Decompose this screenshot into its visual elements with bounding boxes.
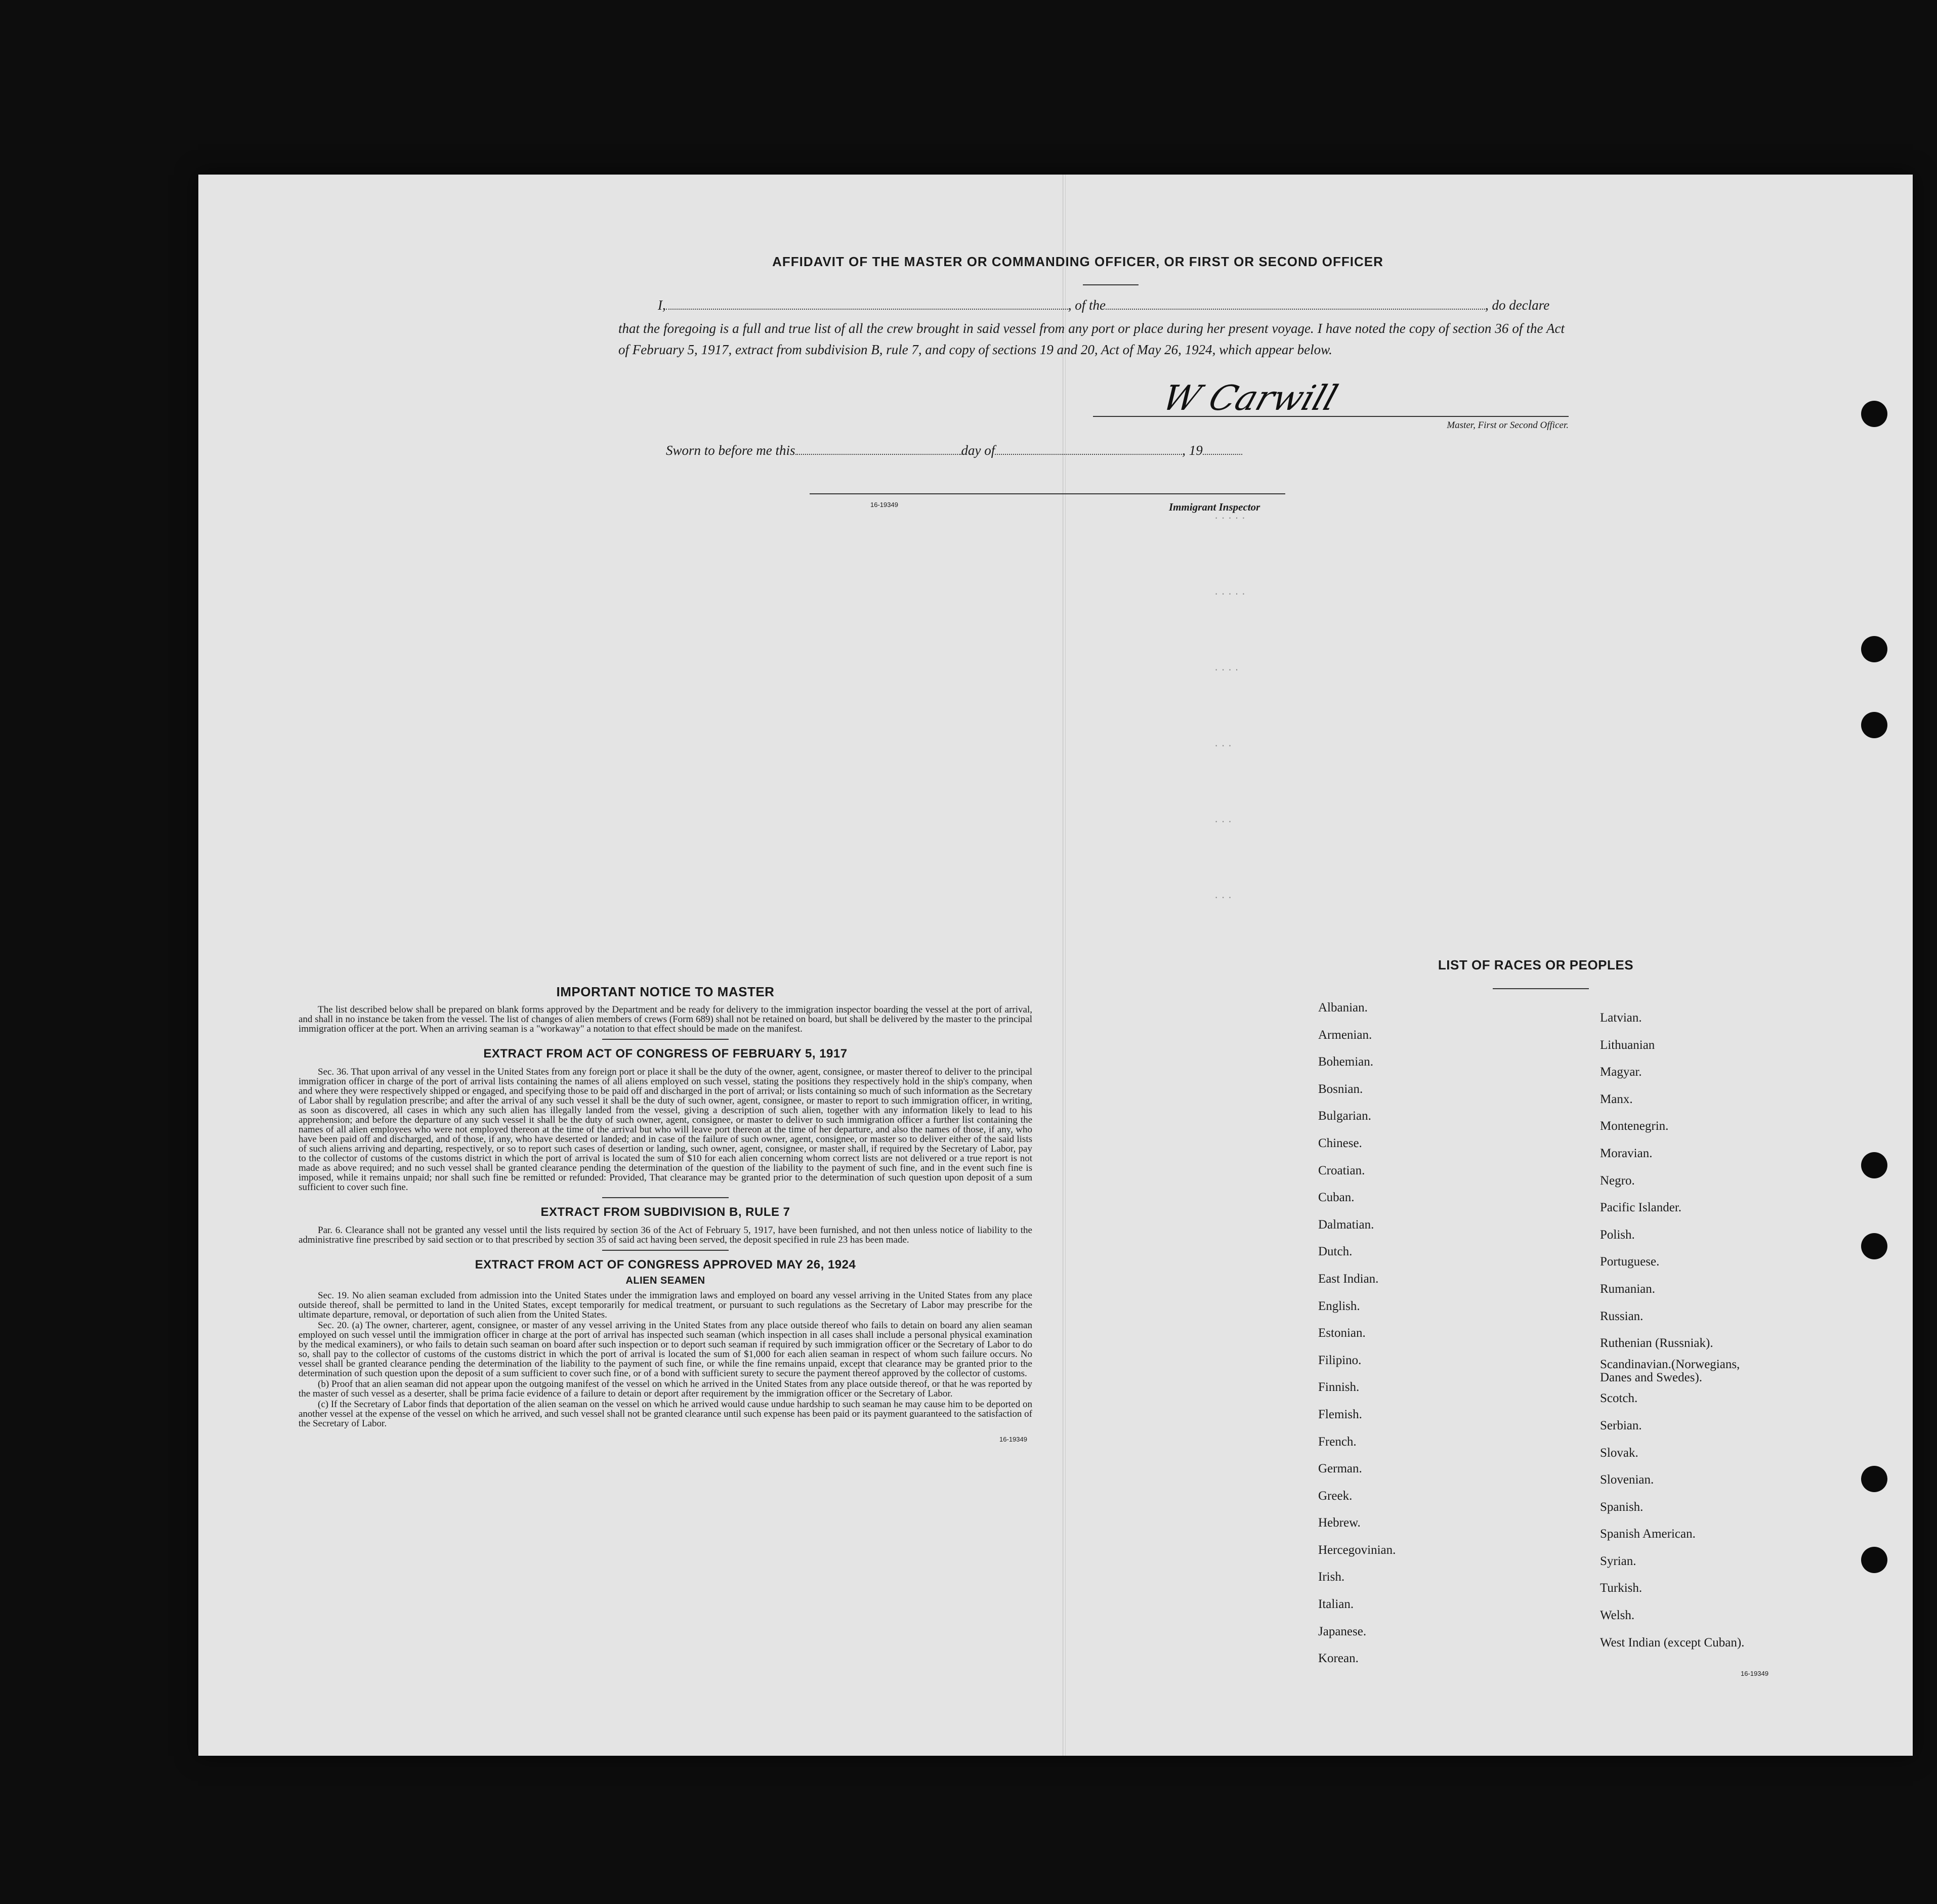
declaration-line <box>658 298 1569 313</box>
legal-form-number: 16-19349 <box>999 1435 1027 1443</box>
race-item: Latvian. <box>1600 1011 1642 1025</box>
race-item: East Indian. <box>1318 1272 1379 1286</box>
race-item: Bulgarian. <box>1318 1109 1371 1123</box>
race-item: Greek. <box>1318 1489 1353 1503</box>
race-item: Croatian. <box>1318 1163 1365 1177</box>
race-item: West Indian (except Cuban). <box>1600 1635 1745 1649</box>
section-rule <box>602 1250 729 1251</box>
race-item: Russian. <box>1600 1309 1644 1323</box>
inspector-line <box>810 493 1285 494</box>
affidavit-form-number: 16-19349 <box>870 501 898 509</box>
affidavit-title: AFFIDAVIT OF THE MASTER OR COMMANDING OFFICER, OR FIRST OR SECOND OFFICER <box>772 254 1383 269</box>
notice-paragraph: The list described below shall be prepared on blank forms approved by the Department and be ready for delivery to the immigration inspector boarding the vessel at the port of arrival, and shall in no instance be taken from the vessel. The list of changes of alien members of crews (Form 689) shall not be retained on board, but shall be delivered by the master to the principal immigration officer at the port. When an arriving seaman is a "workaway" a notation to that effect should be made on the manifest. <box>299 1004 1032 1034</box>
signature: W Carwill <box>1157 378 1342 418</box>
race-item: Bohemian. <box>1318 1055 1374 1069</box>
day-blank <box>795 454 961 455</box>
race-item: Rumanian. <box>1600 1282 1656 1296</box>
race-item: Albanian. <box>1318 1001 1368 1014</box>
bleed-through-marks: · · · <box>1214 815 1232 827</box>
bleed-through-marks: · · · · · <box>1214 511 1246 524</box>
race-item: Scotch. <box>1600 1391 1638 1406</box>
legal-column <box>299 984 1032 1443</box>
punch-hole <box>1861 401 1887 427</box>
rule-7-text <box>299 1225 1032 1245</box>
race-item: Spanish. <box>1600 1500 1644 1514</box>
race-item: Armenian. <box>1318 1028 1372 1042</box>
sworn-label: Sworn to before me this <box>666 443 795 458</box>
section-rule <box>602 1197 729 1198</box>
bleed-through-marks: · · · · · <box>1214 587 1246 600</box>
act-1917-text <box>299 1067 1032 1192</box>
i-label: I, <box>658 298 666 313</box>
sworn-line <box>666 443 1324 458</box>
year-label: , 19 <box>1182 443 1203 458</box>
race-item: Pacific Islander. <box>1600 1201 1682 1215</box>
bleed-through-marks: · · · <box>1214 739 1232 751</box>
race-item: Lithuanian <box>1600 1038 1655 1052</box>
title-rule <box>1083 284 1139 285</box>
race-item: Magyar. <box>1600 1065 1642 1079</box>
race-item: Bosnian. <box>1318 1082 1363 1096</box>
bleed-through-marks: · · · <box>1214 891 1232 903</box>
vessel-blank <box>1106 309 1485 310</box>
race-item: Negro. <box>1600 1173 1635 1188</box>
signature-caption: Master, First or Second Officer. <box>1447 420 1569 431</box>
of-the-label: , of the <box>1068 298 1106 313</box>
race-item: Filipino. <box>1318 1353 1362 1367</box>
race-item: Manx. <box>1600 1092 1633 1106</box>
punch-hole <box>1861 1547 1887 1573</box>
month-blank <box>995 454 1182 455</box>
race-item: Italian. <box>1318 1597 1354 1612</box>
punch-hole <box>1861 636 1887 662</box>
sec-36-paragraph: Sec. 36. That upon arrival of any vessel in the United States from any foreign port or place it shall be the duty of the owner, agent, consignee, or master thereof to deliver to the principal immigration officer in charge of the port of arrival lists containing the names of all aliens employed on such vessel, stating the positions they respectively hold in the ship's company, when and where they were respectively shipped or engaged, and specifying those to be paid off and discharged in the port of arrival; or lists containing so much of such information as the Secretary of Labor shall by regulation prescribe; and after the arrival of any such vessel it shall be the duty of such owner, agent, consignee, or master to report to such immigration officer, in writing, as soon as discovered, all cases in which any such alien has illegally landed from the vessel, giving a description of such alien, together with any information likely to lead to his apprehension; and before the departure of any such vessel it shall be the duty of such owner, agent, consignee, or master to deliver to such immigration officer a further list containing the names of all alien employees who were not employed thereon at the time of the arrival but who will leave port thereon at the time of her departure, and also the names of those, if any, who have been paid off and discharged, and of those, if any, who have deserted or landed; and in case of the failure of such owner, agent, consignee, or master so to deliver either of the said lists of such aliens arriving and departing, respectively, or so to report such cases of desertion or landing, such owner, agent, consignee, or master shall, if required by the Secretary of Labor, pay to the collector of customs of the customs district in which the port of arrival is located the sum of $10 for each alien concerning whom correct lists are not delivered or a true report is not made as above required; and no such vessel shall be granted clearance pending the determination of the question of the liability to the payment of such fine, and in the event such fine is imposed, while it remains unpaid; nor shall such fine be remitted or refunded: Provided, That clearance may be granted prior to the determination of such question upon deposit of a sum sufficient to cover such fine. <box>299 1067 1032 1193</box>
punch-hole <box>1861 1152 1887 1178</box>
center-fold <box>1063 175 1066 1756</box>
race-item: Hercegovinian. <box>1318 1543 1396 1557</box>
notice-title: IMPORTANT NOTICE TO MASTER <box>556 984 775 999</box>
inspector-caption: Immigrant Inspector <box>1169 501 1260 513</box>
race-item: Slovak. <box>1600 1446 1638 1460</box>
race-item: Ruthenian (Russniak). <box>1600 1336 1713 1350</box>
race-item: German. <box>1318 1462 1362 1476</box>
race-item: Spanish American. <box>1600 1527 1696 1541</box>
races-form-number: 16-19349 <box>1741 1670 1768 1677</box>
punch-hole <box>1861 1233 1887 1259</box>
races-left-column <box>1318 994 1546 1672</box>
par-6-paragraph: Par. 6. Clearance shall not be granted any vessel until the lists required by section 36 of the Act of February 5, 1917, have been furnished, and not then unless notice of liability to the administrative fine prescribed by said section or to that prescribed by section 35 of said act having been served, the deposit specified in rule 23 has been made. <box>299 1225 1032 1245</box>
race-item: Polish. <box>1600 1228 1635 1242</box>
race-item: English. <box>1318 1299 1360 1313</box>
race-item: Dutch. <box>1318 1245 1353 1259</box>
race-item: Scandinavian.(Norwegians, Danes and Swedes). <box>1600 1357 1740 1384</box>
race-item: Estonian. <box>1318 1326 1366 1340</box>
race-item: Turkish. <box>1600 1581 1643 1595</box>
race-item: Cuban. <box>1318 1191 1355 1205</box>
race-item: Irish. <box>1318 1570 1345 1584</box>
race-item: Montenegrin. <box>1600 1119 1669 1133</box>
races-title: LIST OF RACES OR PEOPLES <box>1438 957 1634 972</box>
punch-hole <box>1861 1466 1887 1492</box>
race-item: Hebrew. <box>1318 1516 1361 1530</box>
rule-7-title: EXTRACT FROM SUBDIVISION B, RULE 7 <box>540 1205 790 1219</box>
year-blank <box>1203 454 1242 455</box>
race-item: Syrian. <box>1600 1554 1636 1568</box>
sec-19-paragraph: Sec. 19. No alien seaman excluded from admission into the United States under the immigration laws and employed on board any vessel arriving in the United States from any place outside thereof, shall be permitted to land in the United States, except temporarily for medical treatment, or pursuant to such regulations as the Secretary of Labor may prescribe for the ultimate departure, removal, or deportation of such alien from the United States. <box>299 1290 1032 1320</box>
race-item: Finnish. <box>1318 1380 1360 1394</box>
race-item: Flemish. <box>1318 1407 1362 1421</box>
race-item: Dalmatian. <box>1318 1217 1374 1232</box>
race-item: Welsh. <box>1600 1609 1635 1623</box>
races-title-rule <box>1493 988 1589 989</box>
section-rule <box>602 1039 729 1040</box>
sec-20b-paragraph: (b) Proof that an alien seaman did not appear upon the outgoing manifest of the vessel on which he arrived in the United States from any place outside thereof, or that he was reported by the master of such vessel as a deserter, shall be prima facie evidence of a failure to detain or deport after requirement by the immigration officer or the Secretary of Labor. <box>299 1379 1032 1399</box>
races-right-column <box>1600 1004 1828 1656</box>
notice-text <box>299 1005 1032 1034</box>
name-blank <box>666 309 1068 310</box>
day-of-label: day of <box>961 443 995 458</box>
race-item: Serbian. <box>1600 1418 1642 1432</box>
act-1924-subtitle: ALIEN SEAMEN <box>625 1275 705 1286</box>
race-item: Portuguese. <box>1600 1255 1660 1269</box>
act-1924-title: EXTRACT FROM ACT OF CONGRESS APPROVED MAY 26, 1924 <box>475 1258 856 1272</box>
race-item: Slovenian. <box>1600 1473 1654 1487</box>
signature-line <box>1093 416 1569 417</box>
race-item: Moravian. <box>1600 1146 1653 1160</box>
race-item: Korean. <box>1318 1652 1359 1666</box>
punch-hole <box>1861 712 1887 738</box>
do-declare-label: , do declare <box>1485 298 1550 313</box>
bleed-through-marks: · · · · <box>1214 663 1239 675</box>
declaration-body: that the foregoing is a full and true list of all the crew brought in said vessel from any port or place during her present voyage. I have noted the copy of section 36 of the Act of February 5, 1917, extract from subdivision B, rule 7, and copy of sections 19 and 20, Act of May 26, 1924, which appear below. <box>618 321 1565 357</box>
act-1917-title: EXTRACT FROM ACT OF CONGRESS OF FEBRUARY 5, 1917 <box>483 1047 848 1061</box>
race-item: French. <box>1318 1434 1357 1449</box>
act-1924-text <box>299 1291 1032 1428</box>
sec-20c-paragraph: (c) If the Secretary of Labor finds that deportation of the alien seaman on the vessel on which he arrived would cause undue hardship to such seaman he may cause him to be deported on another vessel at the expense of the vessel on which he arrived, and such vessel shall not be granted clearance until such expense has been paid or its payment guaranteed to the satisfaction of the Secretary of Labor. <box>299 1399 1032 1429</box>
race-item: Chinese. <box>1318 1136 1362 1150</box>
sec-20a-paragraph: Sec. 20. (a) The owner, charterer, agent, consignee, or master of any vessel arriving in the United States from any place outside thereof who fails to detain on board any alien seaman employed on such vessel until the immigration officer in charge at the port of arrival has inspected such seaman (which inspection in all cases shall include a personal physical examination by the medical examiners), or who fails to detain such seaman on board after such inspection or to deport such seaman if required by such immigration officer or the Secretary of Labor to do so, shall pay to the collector of customs of the customs district in which the port of arrival is located the sum of $1,000 for each alien seaman in respect of whom such failure occurs. No vessel shall be granted clearance pending the determination of the liability to the payment of such fine, or while the fine remains unpaid, except that clearance may be granted prior to the determination of such question upon the deposit of a sum sufficient to cover such fine, or of a bond with sufficient surety to secure the payment thereof approved by the collector of customs. <box>299 1320 1032 1379</box>
race-item: Japanese. <box>1318 1624 1367 1638</box>
